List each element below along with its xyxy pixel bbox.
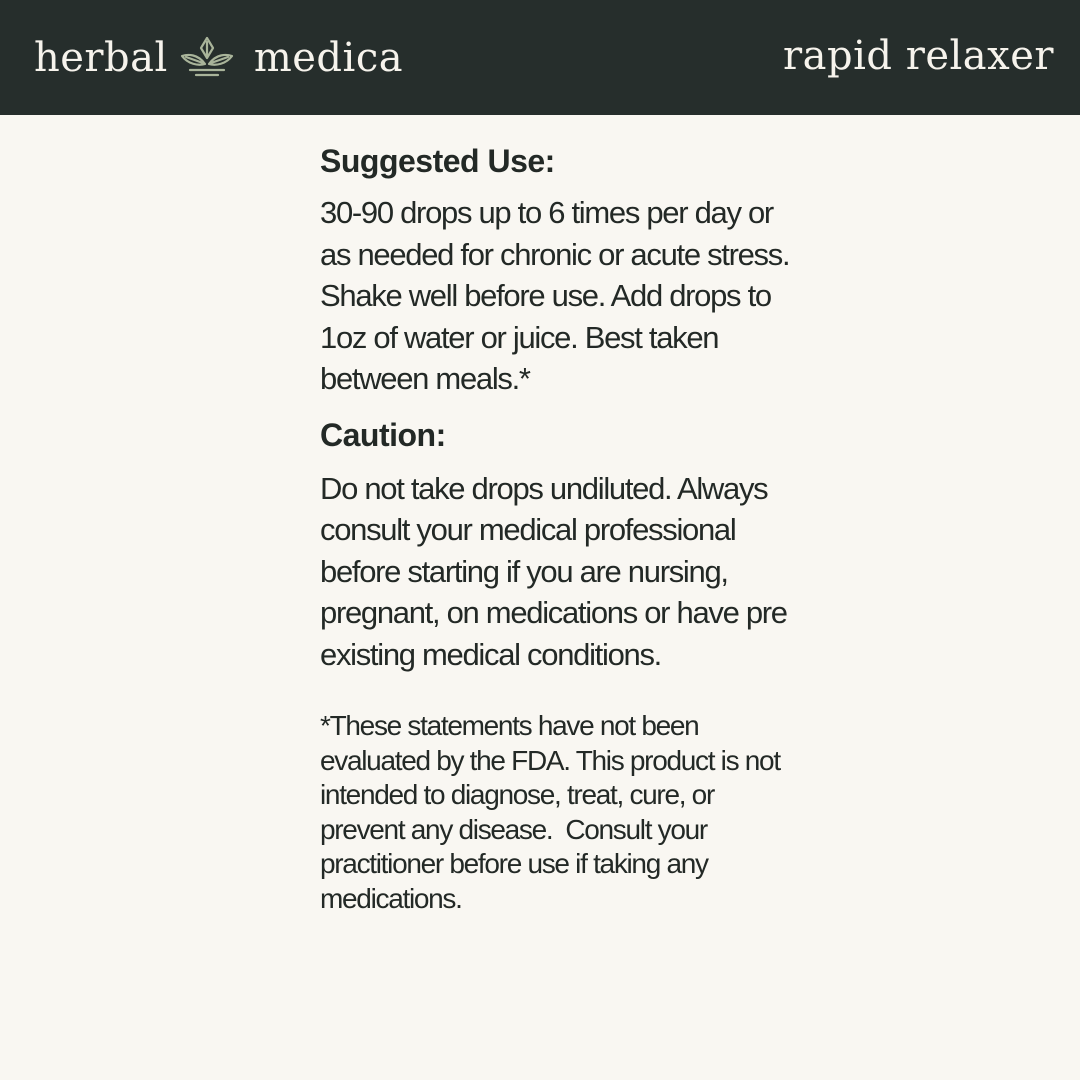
leaf-crown-icon (178, 36, 236, 80)
product-name: rapid relaxer (783, 33, 1054, 79)
brand-name-medica: medica (253, 35, 404, 81)
header-bar (0, 0, 1080, 115)
brand-logo-lockup[interactable] (34, 30, 403, 86)
fda-disclaimer: *These statements have not been evaluated by the FDA. This product is not intended to diagnose, treat, cure, or prevent any disease. Consult your practitioner before use if taking any medications. (320, 710, 787, 914)
caution-heading: Caution: (320, 416, 446, 453)
brand-name-herbal: herbal (34, 35, 168, 81)
caution-text: Do not take drops undiluted. Always consult your medical professional before starting if you are nursing, pregnant, on medications or have pre existing medical conditions. (320, 470, 787, 672)
suggested-use-text: 30-90 drops up to 6 times per day or as needed for chronic or acute stress. Shake well before use. Add drops to 1oz of water or juice. Best taken between meals.* (320, 195, 790, 396)
suggested-use-heading: Suggested Use: (320, 143, 555, 179)
label-content (320, 140, 790, 916)
